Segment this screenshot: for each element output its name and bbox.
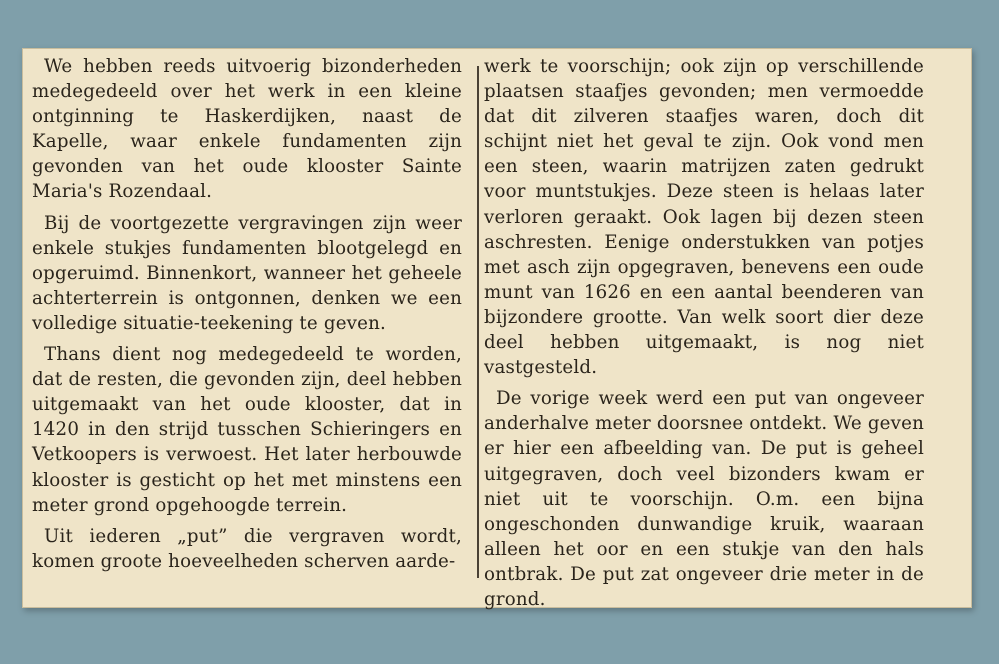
paragraph: Thans dient nog medegedeeld te worden, dat de resten, die gevonden zijn, deel hebben uitgemaakt van het oude klooster, dat in 1420 in den strijd tusschen Schieringers en Vetkoopers is verwoest. Het later herbouwde klooster is gesticht op het met minstens een meter grond opgehoogde terrein.	[32, 344, 462, 516]
paragraph: Uit iederen „put” die vergraven wordt, komen groote hoeveelheden scherven aarde-	[32, 525, 462, 572]
paragraph: Bij de voortgezette vergravingen zijn weer enkele stukjes fundamenten blootgelegd en opgeruimd. Binnenkort, wanneer het geheele achterterrein is ontgonnen, denken we een volledige situatie-teekening te geven.	[32, 212, 462, 334]
paragraph: werk te voorschijn; ook zijn op verschillende plaatsen staafjes gevonden; men vermoedde dat dit zilveren staafjes waren, doch dit schijnt niet het geval te zijn. Ook vond men een steen, waarin matrijzen zaten gedrukt voor muntstukjes. Deze steen is helaas later verloren geraakt. Ook lagen bij dezen steen aschresten. Eenige onderstukken van potjes met asch zijn opgegraven, benevens een oude munt van 1626 en een aantal beenderen van bijzondere grootte. Van welk soort dier deze deel hebben uitgemaakt, is nog niet vastgesteld.	[484, 56, 924, 379]
column-divider	[477, 66, 479, 578]
left-column	[32, 54, 462, 586]
newspaper-clipping	[22, 48, 972, 608]
right-column	[484, 54, 924, 624]
paragraph: We hebben reeds uitvoerig bizonderheden medegedeeld over het werk in een kleine ontginning te Haskerdijken, naast de Kapelle, waar enkele fundamenten zijn gevonden van het oude klooster Sainte Maria's Rozendaal.	[32, 56, 462, 203]
paragraph: De vorige week werd een put van ongeveer anderhalve meter doorsnee ontdekt. We geven er hier een afbeelding van. De put is geheel uitgegraven, doch veel bizonders kwam er niet uit te voorschijn. O.m. een bijna ongeschonden dunwandige kruik, waaraan alleen het oor en een stukje van den hals ontbrak. De put zat ongeveer drie meter in de grond.	[484, 388, 924, 610]
